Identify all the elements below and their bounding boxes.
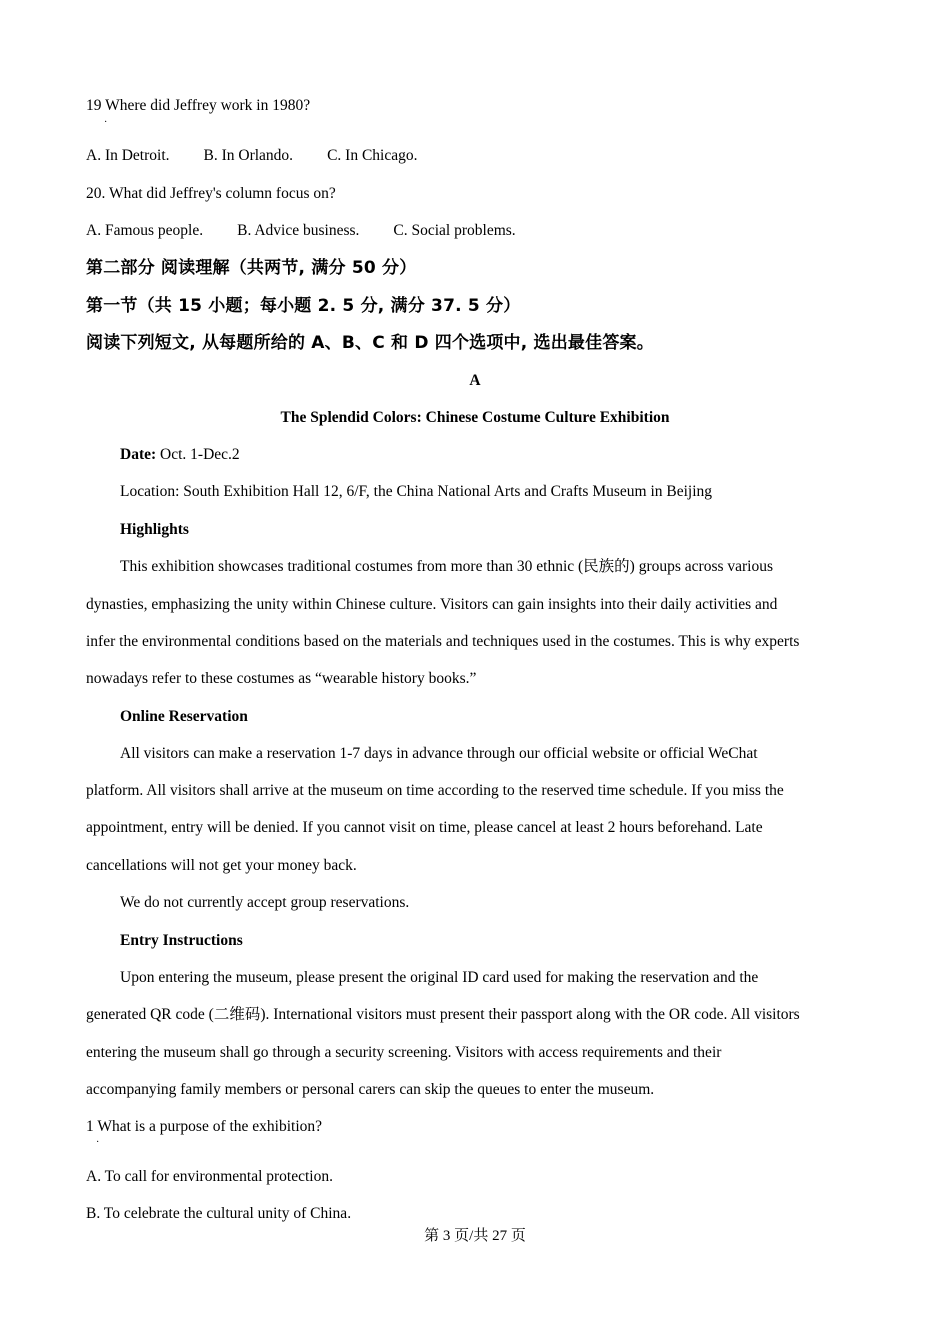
q1-option-a: A. To call for environmental protection.: [86, 1168, 333, 1185]
group-note: We do not currently accept group reservations.: [120, 894, 410, 911]
date-label: Date:: [120, 446, 157, 463]
reservation-line: cancellations will not get your money back.: [86, 857, 357, 874]
section1-heading: 第一节（共 15 小题；每小题 2. 5 分, 满分 37. 5 分）: [86, 296, 521, 316]
exhibition-location: Location: South Exhibition Hall 12, 6/F, the China National Arts and Crafts Museum in Beijing: [120, 483, 713, 500]
q19-option-a: A. In Detroit.: [86, 147, 170, 164]
q19-options: [86, 146, 417, 166]
highlights-heading: Highlights: [120, 521, 189, 538]
highlights-line: This exhibition showcases traditional costumes from more than 30 ethnic (民族的) groups across various: [120, 558, 774, 575]
highlights-line: infer the environmental conditions based on the materials and techniques used in the costumes. This is why experts: [86, 633, 800, 650]
q20-option-c: C. Social problems.: [393, 222, 516, 239]
q20-option-a: A. Famous people.: [86, 222, 204, 239]
passage-title: The Splendid Colors: Chinese Costume Culture Exhibition: [280, 409, 670, 426]
part2-heading: 第二部分 阅读理解（共两节, 满分 50 分）: [86, 258, 417, 278]
page-footer: 第 3 页/共 27 页: [424, 1228, 526, 1244]
q1-option-b: B. To celebrate the cultural unity of China.: [86, 1205, 352, 1222]
highlights-line: nowadays refer to these costumes as “wearable history books.”: [86, 670, 477, 687]
reservation-line: platform. All visitors shall arrive at the museum on time according to the reserved time schedule. If you miss the: [86, 782, 784, 799]
entry-line: generated QR code (二维码). International visitors must present their passport along with the OR code. All visitors: [86, 1006, 800, 1023]
q19-option-c: C. In Chicago.: [327, 147, 418, 164]
entry-line: Upon entering the museum, please present the original ID card used for making the reservation and the: [120, 969, 759, 986]
q1-dot: ·: [96, 1137, 100, 1148]
entry-line: entering the museum shall go through a security screening. Visitors with access requirements and their: [86, 1044, 722, 1061]
q20-stem: 20. What did Jeffrey's column focus on?: [86, 185, 336, 202]
highlights-line: dynasties, emphasizing the unity within Chinese culture. Visitors can gain insights into their daily activities and: [86, 596, 778, 613]
passage-letter: A: [469, 372, 481, 389]
q19-stem: 19 Where did Jeffrey work in 1980?: [86, 97, 311, 114]
exhibition-date: [120, 445, 240, 465]
entry-line: accompanying family members or personal carers can skip the queues to enter the museum.: [86, 1081, 655, 1098]
reservation-line: All visitors can make a reservation 1-7 days in advance through our official website or official WeChat: [120, 745, 758, 762]
q19-option-b: B. In Orlando.: [203, 147, 294, 164]
q19-dot: ·: [104, 117, 108, 128]
q1-stem: 1 What is a purpose of the exhibition?: [86, 1118, 323, 1135]
q20-options: [86, 221, 516, 241]
q20-option-b: B. Advice business.: [237, 222, 360, 239]
reading-instruction: 阅读下列短文, 从每题所给的 A、B、C 和 D 四个选项中, 选出最佳答案。: [86, 333, 654, 353]
reservation-heading: Online Reservation: [120, 708, 248, 725]
entry-heading: Entry Instructions: [120, 932, 243, 949]
reservation-line: appointment, entry will be denied. If you cannot visit on time, please cancel at least 2 hours beforehand. Late: [86, 819, 763, 836]
date-value: Oct. 1-Dec.2: [156, 446, 240, 463]
